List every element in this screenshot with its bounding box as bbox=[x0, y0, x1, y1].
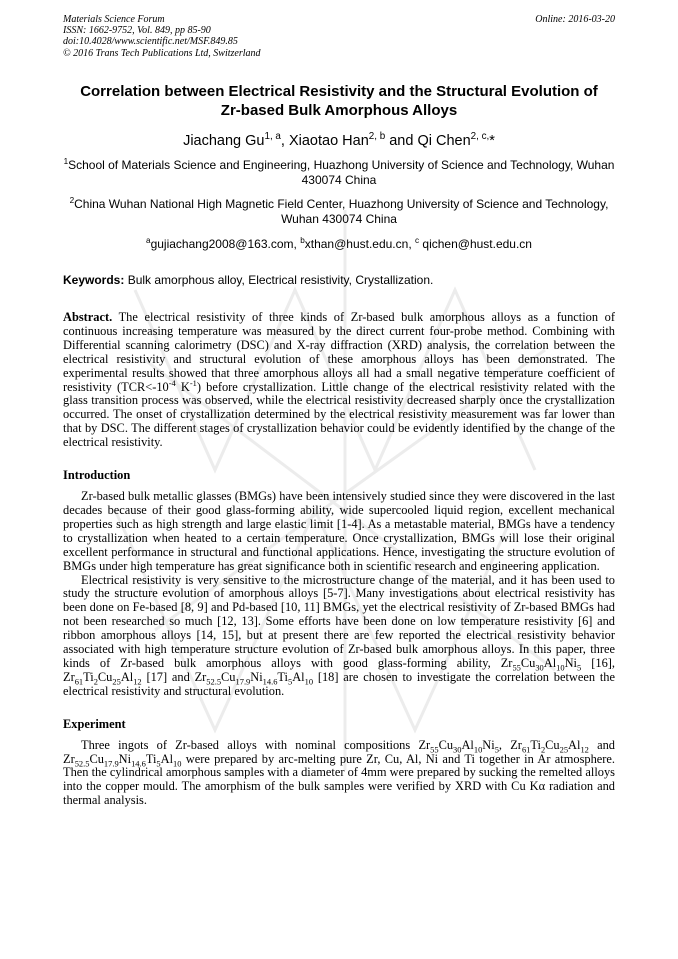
element-subscript: 30 bbox=[453, 744, 462, 755]
element-symbol: Cu bbox=[520, 655, 536, 670]
journal-doi: doi:10.4028/www.scientific.net/MSF.849.85 bbox=[63, 36, 238, 48]
keywords-label: Keywords: bbox=[63, 273, 125, 287]
element-symbol: Ti bbox=[530, 737, 541, 752]
corresponding-star: * bbox=[489, 133, 495, 149]
paragraph-text: were prepared by arc-melting pure Zr, Cu, Al, Ni and Ti together in Ar atmosphere. Then the cylindrical amorphous samples with a diameter of 4mm were prepared by sucking the remelted alloys into the copper mould. The amorphism of the bulk samples were verified by XRD with Cu Kα radiation and thermal analysis. bbox=[63, 751, 615, 808]
author-name: and Qi Chen bbox=[385, 133, 471, 149]
introduction-paragraph-1: Zr-based bulk metallic glasses (BMGs) have been intensively studied since they were discovered in the last decades because of their good glass-forming ability, wide supercooled liquid region, excellent mechanical properties such as high strength and large elastic limit [1-4]. As a metastable material, BMGs have a tendency to crystallization when heated to a certain temperature. Once crystallization, BMGs will lose their original excellent performance in structural and functional applications. Hence, investigating the structure evolution of BMGs under high temperature has great significance both in scientific research and engineering application. bbox=[63, 489, 615, 573]
journal-header bbox=[63, 14, 615, 66]
element-symbol: Al bbox=[461, 737, 474, 752]
element-subscript: 2 bbox=[93, 676, 98, 687]
element-symbol: Zr bbox=[510, 737, 522, 752]
abstract-exponent: -4 bbox=[168, 377, 176, 388]
journal-name: Materials Science Forum bbox=[63, 14, 165, 25]
affiliation-sup: 2 bbox=[69, 196, 75, 205]
element-symbol: Ti bbox=[83, 669, 94, 684]
paragraph-text: [17] and bbox=[141, 669, 195, 684]
element-symbol: Ni bbox=[482, 737, 495, 752]
paragraph-text: [18] are chosen to investigate the correlation between the electrical resistivity and structural evolution. bbox=[63, 669, 615, 698]
email-sup: b bbox=[300, 236, 305, 245]
author-list bbox=[63, 132, 615, 150]
element-subscript: 17.9 bbox=[103, 758, 119, 769]
paragraph-text: [16], bbox=[581, 655, 615, 670]
element-symbol: Zr bbox=[418, 737, 431, 752]
element-symbol: Cu bbox=[438, 737, 454, 752]
title-line-1: Correlation between Electrical Resistivity and the Structural Evolution of bbox=[80, 83, 598, 100]
element-subscript: 17.9 bbox=[235, 676, 251, 687]
element-symbol: Ti bbox=[277, 669, 288, 684]
paragraph-text: Three ingots of Zr-based alloys with nominal compositions bbox=[81, 737, 419, 752]
element-symbol: Ti bbox=[145, 751, 157, 766]
element-subscript: 5 bbox=[494, 744, 499, 755]
author-name: Jiachang Gu bbox=[183, 133, 265, 149]
element-symbol: Al bbox=[292, 669, 305, 684]
journal-info bbox=[63, 14, 615, 59]
element-subscript: 10 bbox=[556, 662, 565, 673]
affiliation-2 bbox=[63, 197, 615, 227]
keywords bbox=[63, 273, 615, 288]
paper-page bbox=[63, 14, 615, 808]
paragraph-text: and bbox=[588, 737, 615, 752]
element-symbol: Cu bbox=[545, 737, 560, 752]
element-symbol: Ni bbox=[118, 751, 132, 766]
element-subscript: 25 bbox=[112, 676, 121, 687]
element-subscript: 12 bbox=[580, 744, 589, 755]
abstract-exponent: -1 bbox=[189, 377, 197, 388]
abstract-label: Abstract. bbox=[63, 310, 113, 324]
element-subscript: 10 bbox=[473, 744, 483, 755]
email-sup: a bbox=[146, 236, 151, 245]
element-subscript: 52.5 bbox=[206, 676, 222, 687]
element-symbol: Cu bbox=[221, 669, 236, 684]
element-subscript: 25 bbox=[559, 744, 569, 755]
element-subscript: 55 bbox=[430, 744, 439, 755]
online-date: Online: 2016-03-20 bbox=[535, 14, 615, 25]
abstract bbox=[63, 311, 615, 450]
affiliation-sup: 1 bbox=[63, 157, 69, 166]
email-sup: c bbox=[414, 236, 420, 245]
element-symbol: Zr bbox=[500, 655, 513, 670]
journal-copyright: © 2016 Trans Tech Publications Ltd, Switzerland bbox=[63, 47, 261, 59]
journal-issn: ISSN: 1662-9752, Vol. 849, pp 85-90 bbox=[63, 25, 211, 37]
alloy-formula bbox=[194, 669, 314, 687]
abstract-text: The electrical resistivity of three kinds of Zr-based bulk amorphous alloys as a function of continuous increasing temperature was measured by the direct current four-probe method. Combining with Differential scanning calorimetry (DSC) and X-ray diffraction (XRD) analysis, the correlation between the electrical resistivity and structural evolution of these amorphous alloys has been demonstrated. The experimental results showed that three amorphous alloys all had a small negative temperature coefficient of resistivity (TCR<-10 bbox=[63, 310, 615, 394]
paragraph-text: Electrical resistivity is very sensitive to the microstructure change of the material, and it has been used to study the structure evolution of amorphous alloys [5-7]. Many investigations about electrical resistivity has been done on Fe-based [8, 9] and Pd-based [10, 11] BMGs, yet the electrical resistivity of Zr-based BMGs had not been researched so much [12, 13]. Some efforts have been done on low temperature resistivity [6] and ribbon amorphous alloys [14, 15], but at present there are few reported the electrical resistivity behavior associated with high temperature structure evolution of Zr-based bulk amorphous alloys. In this paper, three kinds of Zr-based bulk amorphous alloys with good glass-forming ability, bbox=[63, 572, 615, 670]
experiment-paragraph-1 bbox=[63, 739, 615, 809]
introduction-paragraph-2 bbox=[63, 574, 615, 699]
element-symbol: Al bbox=[160, 751, 174, 766]
element-symbol: Ni bbox=[564, 655, 577, 670]
element-subscript: 10 bbox=[304, 676, 314, 687]
element-subscript: 61 bbox=[521, 744, 531, 755]
element-subscript: 5 bbox=[576, 662, 582, 673]
element-symbol: Al bbox=[543, 655, 557, 670]
email-list bbox=[63, 237, 615, 252]
element-subscript: 14.6 bbox=[262, 676, 278, 687]
element-symbol: Ni bbox=[250, 669, 263, 684]
alloy-formula bbox=[63, 669, 142, 687]
affiliation-1 bbox=[63, 158, 615, 188]
email-link[interactable]: gujiachang2008@163.com, bbox=[150, 237, 301, 251]
element-subscript: 12 bbox=[133, 676, 142, 687]
email-link[interactable]: qichen@hust.edu.cn bbox=[419, 237, 532, 251]
author-sup: 2, b bbox=[368, 131, 386, 143]
abstract-text: K bbox=[175, 379, 190, 394]
element-subscript: 30 bbox=[535, 662, 544, 673]
element-subscript: 61 bbox=[74, 676, 84, 687]
paragraph-text: , bbox=[498, 737, 511, 752]
alloy-formula bbox=[510, 737, 589, 755]
affiliation-text: China Wuhan National High Magnetic Field Center, Huazhong University of Science and Technology, Wuhan 430074 China bbox=[74, 197, 609, 226]
element-symbol: Cu bbox=[89, 751, 104, 766]
alloy-formula bbox=[500, 655, 582, 673]
email-link[interactable]: xthan@hust.edu.cn, bbox=[304, 237, 415, 251]
element-symbol: Zr bbox=[63, 669, 75, 684]
element-subscript: 5 bbox=[156, 758, 161, 769]
author-name: , Xiaotao Han bbox=[280, 133, 369, 149]
affiliation-text: School of Materials Science and Engineering, Huazhong University of Science and Technology, Wuhan 430074 China bbox=[68, 158, 615, 187]
element-subscript: 2 bbox=[540, 744, 546, 755]
experiment-heading: Experiment bbox=[63, 716, 126, 731]
element-subscript: 52.5 bbox=[74, 758, 90, 769]
keywords-text: Bulk amorphous alloy, Electrical resistivity, Crystallization. bbox=[124, 273, 434, 287]
alloy-formula bbox=[418, 737, 499, 755]
paper-title bbox=[63, 82, 615, 120]
element-symbol: Al bbox=[120, 669, 134, 684]
element-symbol: Al bbox=[568, 737, 581, 752]
element-symbol: Cu bbox=[97, 669, 113, 684]
element-subscript: 5 bbox=[288, 676, 293, 687]
element-subscript: 14.6 bbox=[131, 758, 146, 769]
element-subscript: 10 bbox=[173, 758, 182, 769]
introduction-heading: Introduction bbox=[63, 468, 131, 483]
element-symbol: Zr bbox=[63, 751, 75, 766]
author-sup: 1, a bbox=[264, 131, 281, 143]
abstract-text: ) before crystallization. Little change of the electrical resistivity related with the glass transition process was observed, while the electrical resistivity decreased sharply once the crystallization occurred. The onset of crystallization determined by the electrical resistivity measurement was far lower than that by DSC. The different stages of crystallization behavior could be evidently identified by the change of the electrical resistivity. bbox=[63, 379, 615, 450]
alloy-formula bbox=[63, 751, 182, 769]
title-line-2: Zr-based Bulk Amorphous Alloys bbox=[220, 102, 458, 119]
author-sup: 2, c, bbox=[470, 131, 490, 143]
element-symbol: Zr bbox=[194, 669, 207, 684]
element-subscript: 55 bbox=[512, 662, 521, 673]
